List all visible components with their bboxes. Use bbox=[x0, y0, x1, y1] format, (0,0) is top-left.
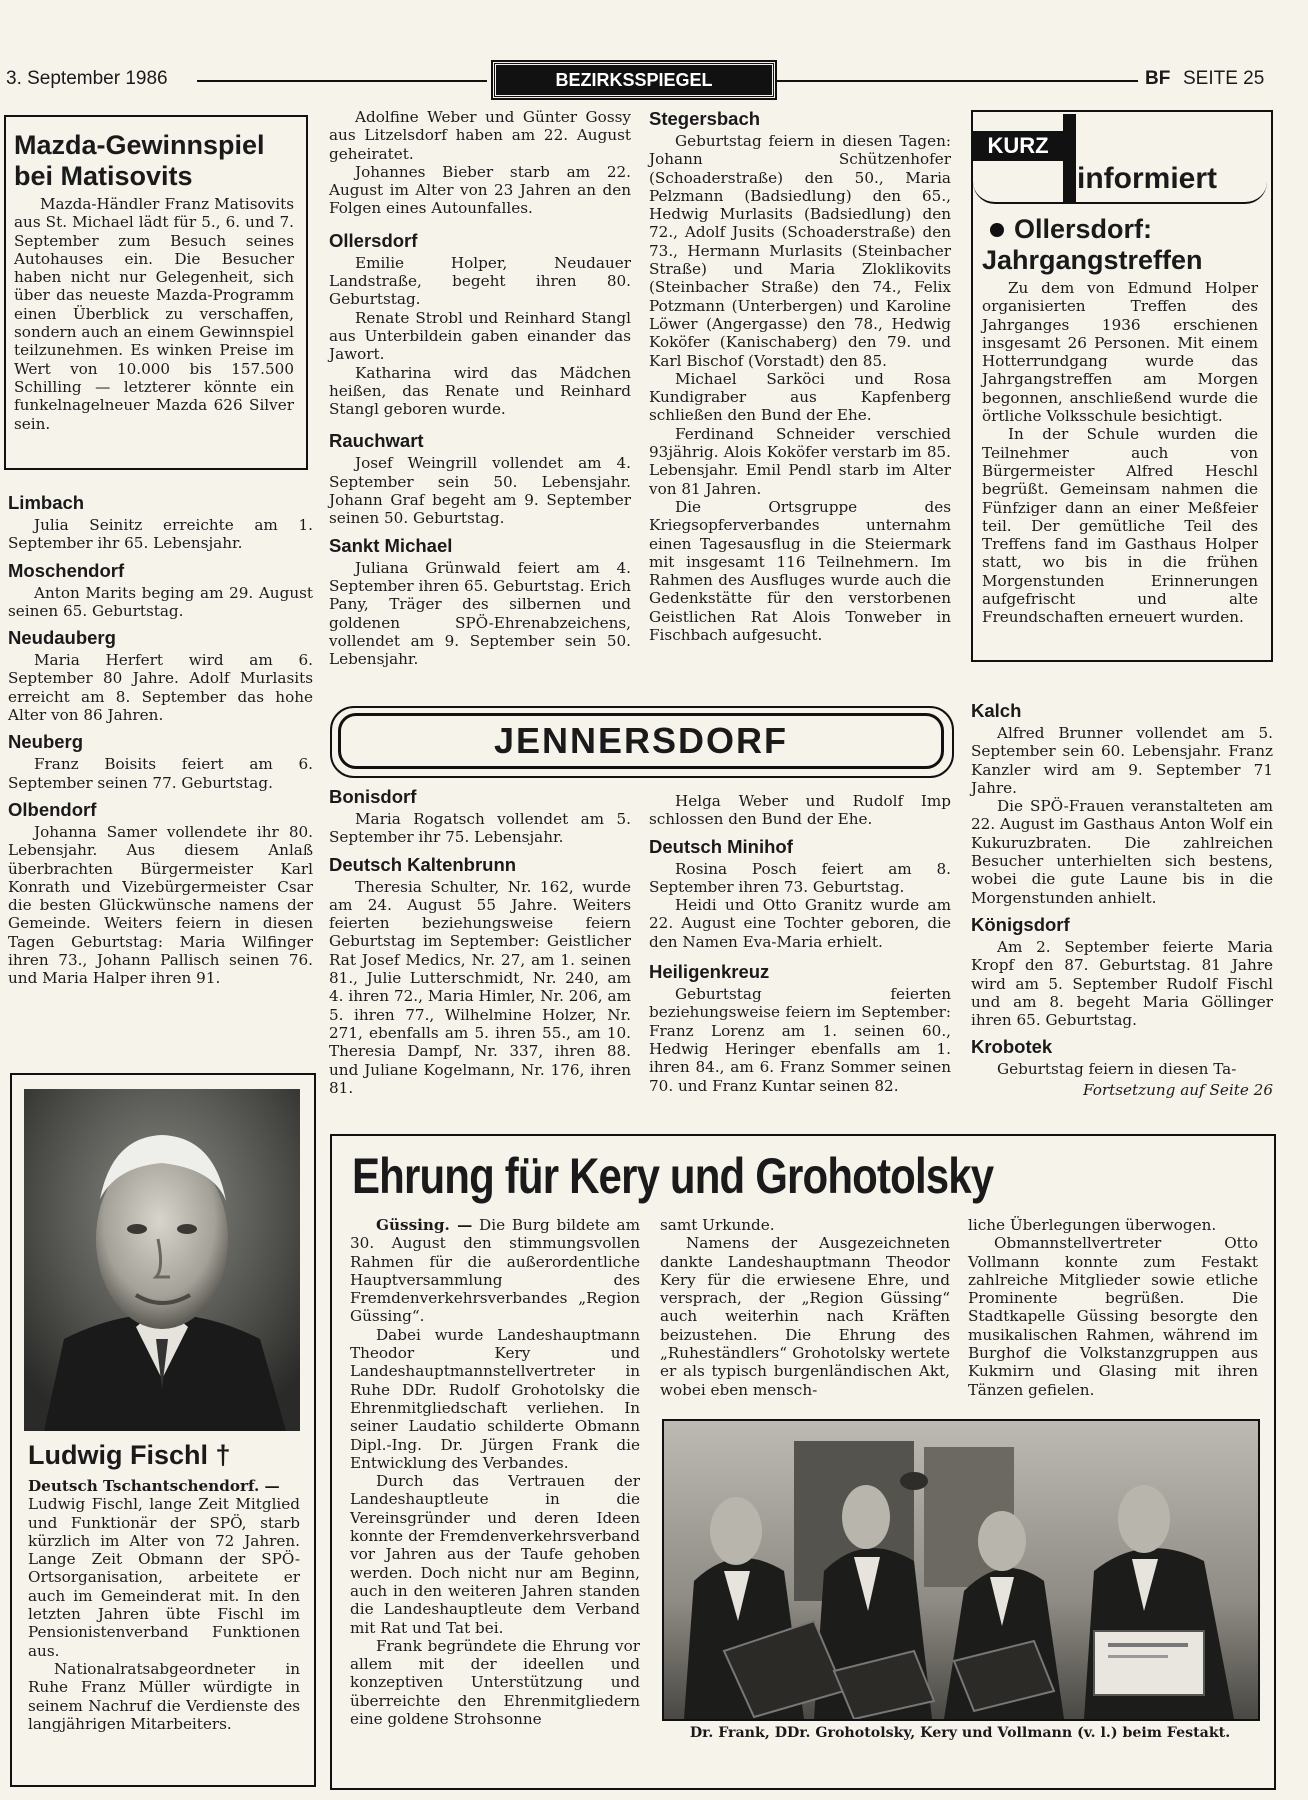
photo-caption: Dr. Frank, DDr. Grohotolsky, Kery und Vollmann (v. l.) beim Festakt. bbox=[689, 1725, 1231, 1741]
ehrung-col-2 bbox=[660, 1216, 950, 1399]
place-heading: Neuberg bbox=[8, 731, 84, 753]
ehrung-paragraph: liche Überlegungen überwogen. bbox=[968, 1216, 1217, 1234]
place-heading: Stegersbach bbox=[649, 108, 761, 129]
header-rule-right bbox=[776, 80, 1138, 82]
jennersdorf-banner: JENNERSDORF bbox=[338, 713, 944, 769]
notice-text: Johanna Samer vollendete ihr 80. Lebensjahr. Aus diesem Anlaß überbrachten Bürgermeister Karl Konrath und Vizebürgermeister Csar die besten Glückwünsche namens der Gemeinde. Weiters feiern in diesen Tagen Geburtstag: Maria Wilfinger ihren 73., Johann Pallisch seinen 76. und Maria Halper ihren 91. bbox=[8, 822, 313, 988]
kurz-label: KURZ bbox=[973, 131, 1063, 161]
jennersdorf-col-b bbox=[649, 792, 951, 1095]
notice-text: Emilie Holper, Neudauer Landstraße, begeht ihren 80. Geburtstag. bbox=[329, 253, 631, 309]
notice-text: Adolfine Weber und Günter Gossy aus Litzelsdorf haben am 22. August geheiratet. bbox=[329, 108, 631, 163]
stegersbach-article bbox=[649, 108, 951, 644]
ceremony-photo-icon bbox=[664, 1421, 1258, 1719]
notice-text: Heidi und Otto Granitz wurde am 22. August eine Tochter geboren, die den Namen Eva-Maria erhielt. bbox=[649, 896, 951, 951]
place-heading: Ollersdorf bbox=[329, 229, 418, 251]
place-heading: Neudauberg bbox=[8, 627, 116, 649]
notice-text: Renate Strobl und Reinhard Stangl aus Unterbildein gaben einander das Jawort. bbox=[329, 308, 631, 364]
kurz-bar bbox=[1063, 114, 1076, 202]
notice-text: Theresia Schulter, Nr. 162, wurde am 24. August 55 Jahre. Weiters feierten beziehungsweise feiern Geburtstag im September: Geistlicher Rat Josef Medics, Nr. 27, am 1. seinen 81., Julie Lutterschmidt, Nr. 240, am 4. ihren 72., Maria Himler, Nr. 206, am 5. ihren 77., Wilhelmine Holzer, Nr. 271, ebenfalls am 5. ihren 55., am 10. Theresia Dampf, Nr. 337, ihren 88. und Juliane Kogelmann, Nr. 176, ihren 81. bbox=[329, 877, 631, 1097]
ehrung-paragraph bbox=[350, 1216, 640, 1326]
notice-text: Maria Herfert wird am 6. September 80 Jahre. Adolf Murlasits erreicht am 8. September das hohe Alter von 86 Jahren. bbox=[8, 651, 313, 725]
notice-text: Geburtstag feiern in diesen Tagen: Johann Schützenhofer (Schoaderstraße) den 50., Maria Pelzmann (Badsiedlung) den 65., Hedwig Murlasits (Badsiedlung) den 72., Adolf Jusits (Schoaderstraße) den 73., Hermann Murlasits (Steinbacher Straße) und Maria Zloklikovits (Steinbacher Straße) den 74., Felix Potzmann (Unterbergen) und Karoline Löwer (Angergasse) den 78., Hedwig Koköfer (Kanischaberg) den 79. und Karl Bischof (Vorstadt) den 85. bbox=[649, 132, 951, 370]
place-heading: Limbach bbox=[8, 492, 85, 513]
obituary-text-1: Ludwig Fischl, lange Zeit Mitglied und Funktionär der SPÖ, starb kürzlich im Alter von 72 Jahren. Lange Zeit Obmann der SPÖ-Ortsorganisation, arbeitete er auch im Gemeinderat mit. In den letzten Jahren übte Fischl im Pensionistenverband Funktionen aus. bbox=[28, 1495, 300, 1660]
kurz-text-2: In der Schule wurden die Teilnehmer auch von Bürgermeister Alfred Heschl begrüßt. Gemeinsam nahmen die Fünfziger dann an einer Meßfeier teil. Der gemütliche Teil des Treffens fand im Gasthaus Holper statt, wo bis in die frühen Morgenstunden Erinnerungen aufgefrischt und alte Freundschaften erneuert wurden. bbox=[982, 425, 1258, 627]
ehrung-paragraph: samt Urkunde. bbox=[660, 1216, 775, 1234]
jennersdorf-col-a bbox=[329, 786, 631, 1097]
header-rule-left bbox=[197, 80, 487, 82]
obituary-photo bbox=[24, 1089, 300, 1431]
kurz-text-1: Zu dem von Edmund Holper organisierten Treffen des Jahrganges 1936 erschienen insgesamt 26 Personen. Mit einem Hotterrundgang wurde das Jahrgangstreffen am Morgen begonnen, anschließend wurde die örtliche Volksschule besichtigt. bbox=[982, 279, 1258, 426]
ehrung-col-1 bbox=[350, 1216, 640, 1728]
section-title: BEZIRKSSPIEGEL bbox=[493, 62, 775, 98]
kurz-label-2: informiert bbox=[1077, 162, 1218, 195]
kurz-headline-2: Jahrgangstreffen bbox=[982, 245, 1203, 275]
notice-text: Johannes Bieber starb am 22. August im Alter von 23 Jahren an den Folgen eines Autounfalles. bbox=[329, 162, 631, 218]
ehrung-dateline: Güssing. — bbox=[376, 1216, 473, 1234]
header-date: 3. September 1986 bbox=[6, 68, 168, 89]
place-heading: Kalch bbox=[971, 700, 1022, 721]
ehrung-paragraph: Dabei wurde Landeshauptmann Theodor Kery und Landeshauptmannstellvertreter in Ruhe DDr. Rudolf Grohotolsky die Ehrenmitgliedschaft verliehen. In seiner Laudatio schilderte Obmann Dipl.-Ing. Dr. Jürgen Frank die Entwicklung des Verbandes. bbox=[350, 1325, 640, 1472]
continued-note: Fortsetzung auf Seite 26 bbox=[1083, 1080, 1273, 1099]
notice-text: Ferdinand Schneider verschied 93jährig. Alois Koköfer verstarb im 85. Lebensjahr. Emil Pendl starb im Alter von 81 Jahren. bbox=[649, 424, 951, 498]
place-heading: Krobotek bbox=[971, 1036, 1053, 1058]
notice-text: Franz Boisits feiert am 6. September seinen 77. Geburtstag. bbox=[8, 755, 313, 792]
notice-text: Maria Rogatsch vollendet am 5. September ihr 75. Lebensjahr. bbox=[329, 810, 631, 847]
obituary-name: Ludwig Fischl † bbox=[28, 1440, 231, 1470]
page-number: SEITE 25 bbox=[1183, 68, 1265, 89]
bullet-icon bbox=[990, 223, 1004, 237]
jennersdorf-col-c bbox=[971, 700, 1273, 1099]
left-notices bbox=[8, 492, 313, 988]
col2-notices bbox=[329, 108, 631, 668]
place-heading: Deutsch Minihof bbox=[649, 835, 793, 857]
notice-text: Die SPÖ-Frauen veranstalteten am 22. August im Gasthaus Anton Wolf ein Kukuruzbraten. Die zahlreichen Besucher unterhielten sich bestens, wobei die gute Laune bis in die Morgenstunden anhielt. bbox=[971, 797, 1273, 907]
portrait-photo-icon bbox=[24, 1089, 300, 1431]
place-heading: Bonisdorf bbox=[329, 786, 417, 807]
notice-text: Geburtstag feierten beziehungsweise feiern im September: Franz Lorenz am 1. seinen 60., Hedwig Heringer ebenfalls am 1. ihren 84., am 6. Franz Sommer seinen 70. und Franz Kuntar seinen 82. bbox=[649, 985, 951, 1095]
place-heading: Deutsch Kaltenbrunn bbox=[329, 853, 517, 875]
mazda-title-1: Mazda-Gewinnspiel bbox=[14, 130, 265, 160]
ehrung-col-3 bbox=[968, 1216, 1258, 1399]
notice-text: Helga Weber und Rudolf Imp schlossen den Bund der Ehe. bbox=[649, 792, 951, 829]
place-heading: Moschendorf bbox=[8, 559, 125, 581]
notice-text: Katharina wird das Mädchen heißen, das Renate und Reinhard Stangl geboren wurde. bbox=[329, 363, 631, 419]
notice-text: Josef Weingrill vollendet am 4. September sein 50. Lebensjahr. Johann Graf begeht am 9. September seinen 50. Geburtstag. bbox=[329, 454, 631, 528]
kurz-article bbox=[982, 214, 1258, 627]
header-brand: BF bbox=[1145, 68, 1171, 89]
notice-text: Am 2. September feierte Maria Kropf den 87. Geburtstag. 81 Jahre wird am 5. September Rudolf Fischl und am 8. begeht Maria Göllinger ihren 65. Geburtstag. bbox=[971, 937, 1273, 1030]
mazda-text: Mazda-Händler Franz Matisovits aus St. Michael lädt für 5., 6. und 7. September zum Besuch seines Autohauses ein. Die Besucher haben nicht nur Gelegenheit, sich über das neueste Mazda-Programm einen Überblick zu verschaffen, sondern auch an einem Gewinnspiel teilzunehmen. Es winken Preise im Wert von 10.000 bis 157.500 Schilling — letzterer könnte ein funkelnagelneuer Mazda 626 Silver sein. bbox=[14, 195, 294, 433]
obituary-place: Deutsch Tschantschendorf. — bbox=[28, 1477, 280, 1495]
notice-text: Rosina Posch feiert am 8. September ihren 73. Geburtstag. bbox=[649, 859, 951, 896]
ehrung-photo bbox=[662, 1419, 1260, 1721]
notice-text: Anton Marits beging am 29. August seinen 65. Geburtstag. bbox=[8, 583, 313, 620]
notice-text: Juliana Grünwald feiert am 4. September ihren 65. Geburtstag. Erich Pany, Träger des silbernen und goldenen SPÖ-Ehrenabzeichens, vollendet am 9. September sein 50. Lebensjahr. bbox=[329, 558, 631, 669]
ehrung-headline: Ehrung für Kery und Grohotolsky bbox=[352, 1148, 994, 1204]
ehrung-paragraph: Namens der Ausgezeichneten dankte Landeshauptmann Theodor Kery für die erwiesene Ehre, und versprach, der „Region Güssing“ auch weiterhin nach Kräften beizustehen. Die Ehrung des „Ruheständlers“ Grohotolsky wertete er als typisch burgenländischen Akt, wobei eben mensch- bbox=[660, 1234, 950, 1399]
place-heading: Königsdorf bbox=[971, 913, 1070, 935]
obituary-text-2: Nationalratsabgeordneter in Ruhe Franz Müller würdigte in seinem Nachruf die Verdienste des langjährigen Mitarbeiters. bbox=[28, 1659, 300, 1733]
place-heading: Olbendorf bbox=[8, 798, 97, 820]
notice-text: Die Ortsgruppe des Kriegsopferverbandes unternahm einen Tagesausflug in die Steiermark mit insgesamt 116 Teilnehmern. Im Rahmen des Ausfluges wurde auch die Gedenkstätte für den verstorbenen Geistlichen Rat Alois Tonweber in Fischbach aufgesucht. bbox=[649, 497, 951, 645]
notice-text: Julia Seinitz erreichte am 1. September ihr 65. Lebensjahr. bbox=[8, 516, 313, 553]
place-heading: Rauchwart bbox=[329, 430, 424, 452]
place-heading: Heiligenkreuz bbox=[649, 961, 770, 983]
ehrung-paragraph: Durch das Vertrauen der Landeshauptleute in die Vereinsgründer und deren Ideen konnte der Fremdenverkehrsverband vor Jahren aus der Taufe gehoben werden. Doch nicht nur am Beginn, auch in den weiteren Jahren standen die Landeshauptleute dem Verband mit Rat und Tat bei. bbox=[350, 1472, 640, 1637]
ehrung-text: Die Burg bildete am 30. August den stimmungsvollen Rahmen für die außerordentliche Hauptversammlung des Fremdenverkehrsverbandes „Region Güssing“. bbox=[350, 1216, 641, 1326]
mazda-article bbox=[14, 130, 294, 433]
notice-text: Alfred Brunner vollendet am 5. September sein 60. Lebensjahr. Franz Kanzler wird am 9. September 71 Jahre. bbox=[971, 724, 1273, 797]
place-heading: Sankt Michael bbox=[329, 534, 453, 556]
notice-text: Michael Sarköci und Rosa Kundigraber aus Kapfenberg schließen den Bund der Ehe. bbox=[649, 369, 951, 425]
notice-text: Geburtstag feiern in diesen Ta- bbox=[997, 1060, 1237, 1079]
mazda-title-2: bei Matisovits bbox=[14, 161, 193, 191]
ehrung-paragraph: Frank begründete die Ehrung vor allem mit der ideellen und konzeptiven Unterstützung und überreichte den Ehrenmitgliedern eine goldene Strohsonne bbox=[350, 1636, 640, 1729]
kurz-headline-1: Ollersdorf: bbox=[1014, 214, 1153, 244]
obituary-article bbox=[28, 1440, 300, 1733]
ehrung-paragraph: Obmannstellvertreter Otto Vollmann konnte zum Festakt zahlreiche Mitglieder sowie etliche Prominente begrüßen. Die Stadtkapelle Güssing besorgte den musikalischen Rahmen, während im Burghof die Volkstanzgruppen aus Kukmirn und Glasing mit ihren Tänzen gefielen. bbox=[968, 1234, 1258, 1399]
